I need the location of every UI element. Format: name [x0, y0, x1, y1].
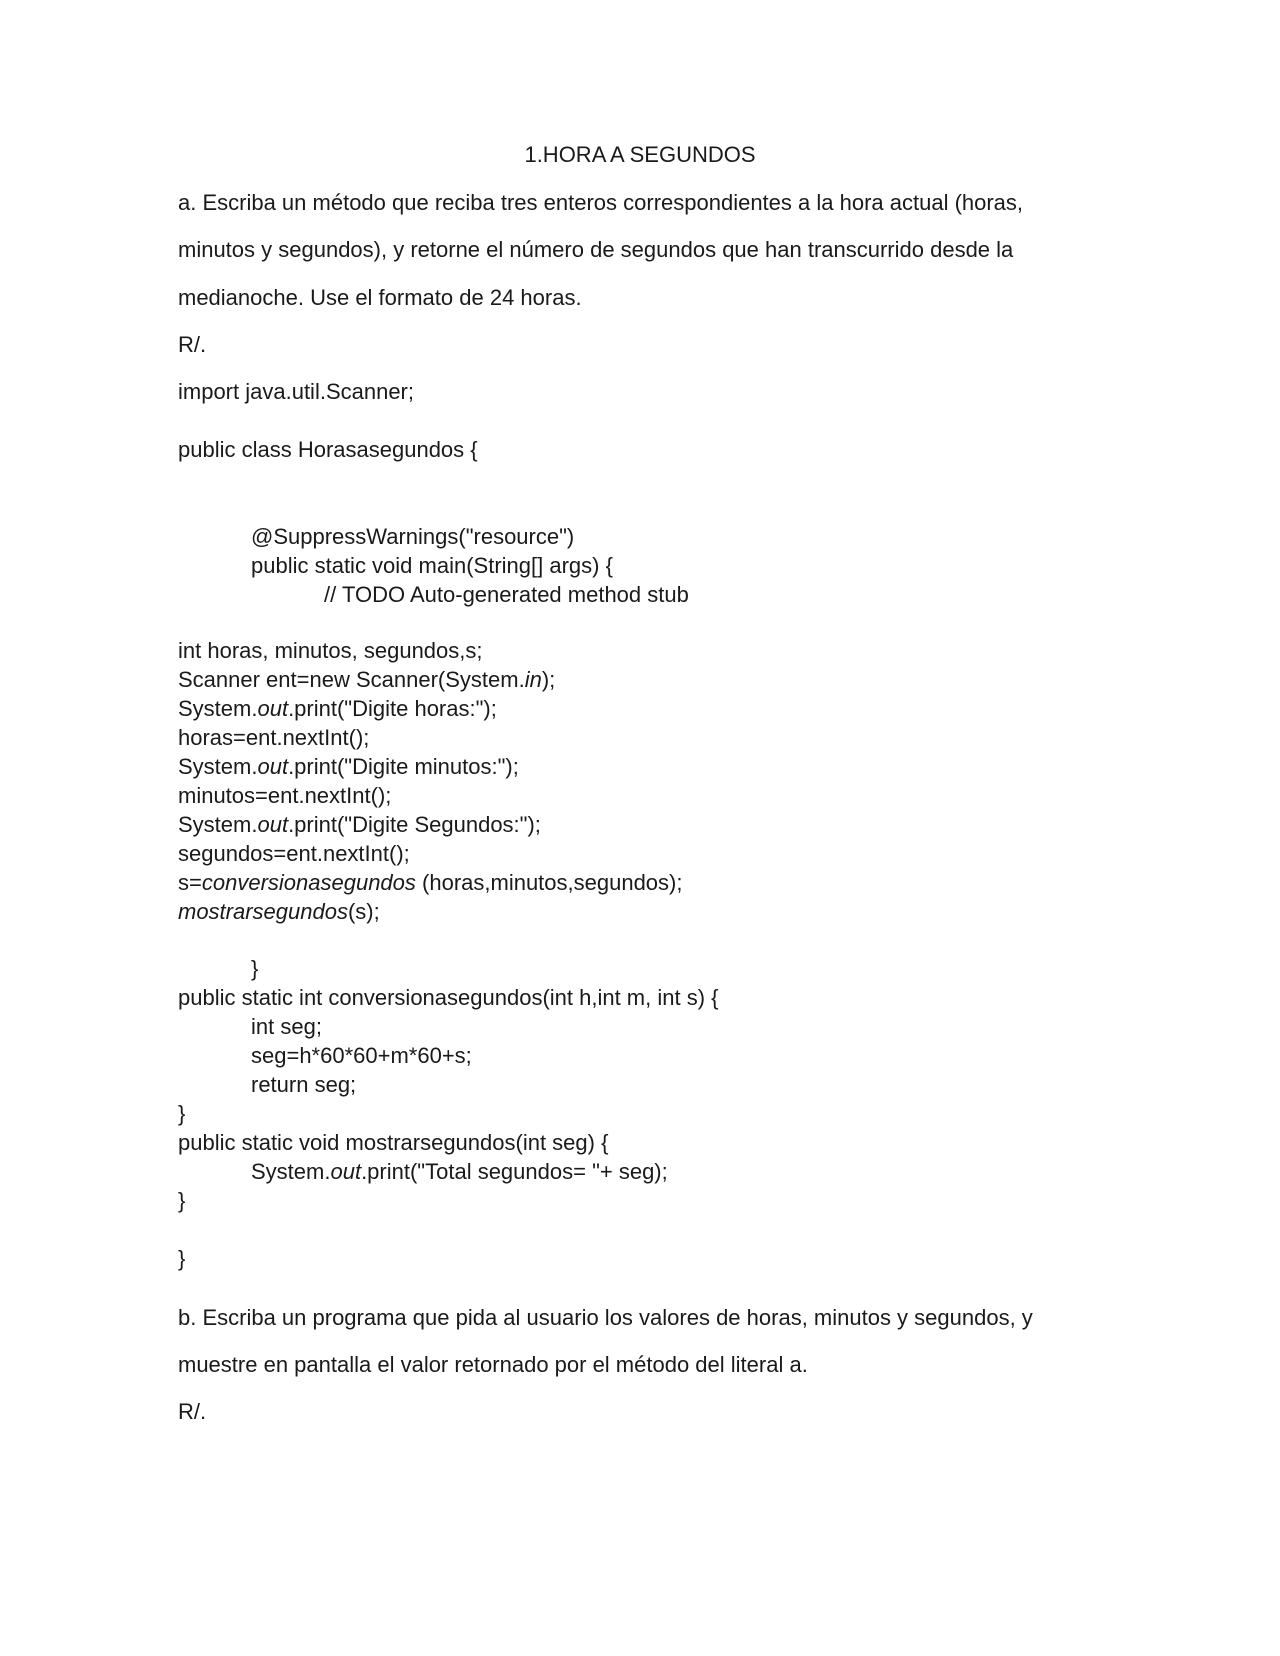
code-close-mostrar: }	[178, 1188, 186, 1213]
code-scanner-line	[178, 666, 555, 694]
code-scanner-pre: Scanner ent=new Scanner(System.	[178, 667, 525, 692]
code-print-minutos: .print("Digite minutos:");	[288, 754, 519, 779]
code-import: import java.util.Scanner;	[178, 379, 414, 404]
code-system-prefix: System.	[178, 754, 258, 779]
code-read-minutos: minutos=ent.nextInt();	[178, 783, 392, 808]
code-call-mostrar: mostrarsegundos	[178, 899, 348, 924]
code-print-segundos-line	[178, 811, 541, 839]
code-assign-s-line	[178, 869, 682, 897]
code-scanner-post: );	[541, 667, 556, 692]
code-call-mostrar-line	[178, 898, 380, 926]
code-system-prefix: System.	[178, 696, 258, 721]
code-call-conversion-args: (horas,minutos,segundos);	[415, 870, 683, 895]
document-title: 1.HORA A SEGUNDOS	[524, 142, 756, 167]
code-print-horas-line	[178, 695, 497, 723]
question-a-line-3: medianoche. Use el formato de 24 horas.	[178, 285, 582, 310]
code-out-word: out	[257, 696, 289, 721]
question-b-line-2: muestre en pantalla el valor retornado por el método del literal a.	[178, 1352, 808, 1377]
answer-a-label: R/.	[178, 332, 207, 357]
code-annotation: @SuppressWarnings("resource")	[251, 524, 575, 549]
code-scanner-in: in	[524, 667, 542, 692]
code-print-total: .print("Total segundos= "+ seg);	[361, 1159, 668, 1184]
code-class-declaration: public class Horasasegundos {	[178, 437, 478, 462]
code-read-horas: horas=ent.nextInt();	[178, 725, 370, 750]
code-close-conversion: }	[178, 1101, 186, 1126]
code-main-declaration: public static void main(String[] args) {	[251, 553, 613, 578]
question-b-line-1: b. Escriba un programa que pida al usuario los valores de horas, minutos y segundos, y	[178, 1305, 1033, 1330]
code-print-horas: .print("Digite horas:");	[288, 696, 497, 721]
code-mostrar-declaration: public static void mostrarsegundos(int seg) {	[178, 1130, 609, 1155]
code-print-total-line	[251, 1158, 668, 1186]
answer-b-label: R/.	[178, 1399, 207, 1424]
code-out-word: out	[257, 754, 289, 779]
code-call-mostrar-args: (s);	[347, 899, 380, 924]
code-out-word: out	[257, 812, 289, 837]
code-system-prefix: System.	[178, 812, 258, 837]
code-int-seg: int seg;	[251, 1014, 322, 1039]
code-system-prefix: System.	[251, 1159, 331, 1184]
code-seg-calc: seg=h*60*60+m*60+s;	[251, 1043, 472, 1068]
code-return-seg: return seg;	[251, 1072, 357, 1097]
code-close-main: }	[251, 956, 259, 981]
code-print-segundos: .print("Digite Segundos:");	[288, 812, 541, 837]
code-call-conversion: conversionasegundos	[201, 870, 416, 895]
code-print-minutos-line	[178, 753, 519, 781]
code-read-segundos: segundos=ent.nextInt();	[178, 841, 410, 866]
question-a-line-2: minutos y segundos), y retorne el número de segundos que han transcurrido desde la	[178, 237, 1014, 262]
question-a-line-1: a. Escriba un método que reciba tres enteros correspondientes a la hora actual (horas,	[178, 190, 1024, 215]
code-out-word: out	[330, 1159, 362, 1184]
code-todo-comment: // TODO Auto-generated method stub	[324, 582, 689, 607]
code-declare-vars: int horas, minutos, segundos,s;	[178, 638, 483, 663]
code-conversion-declaration: public static int conversionasegundos(int h,int m, int s) {	[178, 985, 719, 1010]
code-close-class: }	[178, 1246, 186, 1271]
code-assign-s: s=	[178, 870, 202, 895]
